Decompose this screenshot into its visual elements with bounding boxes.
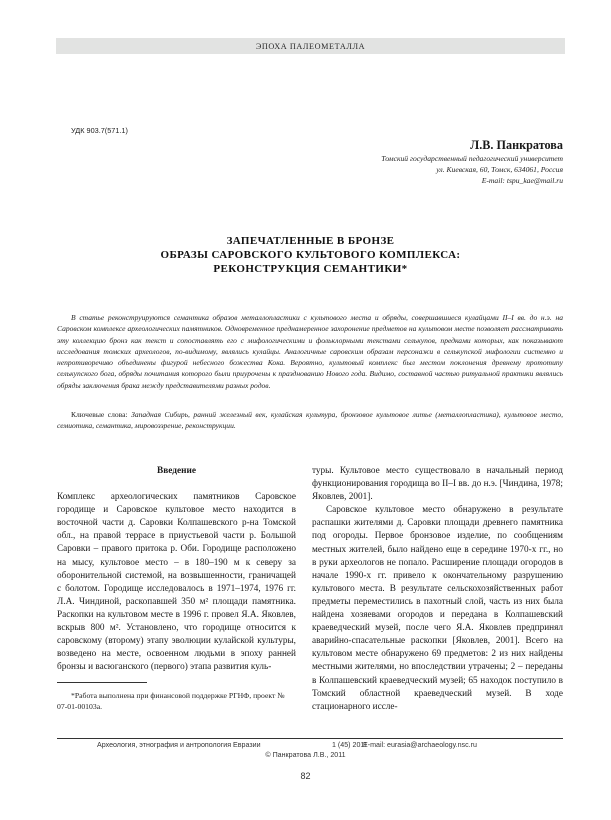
- body-column-left: [57, 465, 296, 674]
- udc-code: УДК 903.7(571.1): [71, 126, 128, 135]
- body-paragraph: Комплекс археологических памятников Саровское городище и Саровское культовое место находится в восточной части д. Саровки Колпашевского р-на Томской обл., на правой террасе в приустьевой части р. Большой Саровки – правого притока р. Оби. Городище расположено на мысу, культовое место – в 180–190 м к северу за оборонительной системой, на возвышенности, граничащей с болотом. Городище исследовалось в 1971–1974, 1976 гг. Л.А. Чиндиной, раскопавшей 350 м² площади памятника. Раскопки на культовом месте в 1996 г. провел Я.А. Яковлев, вскрыв 800 м². Установлено, что городище относится к саровскому (второму) этапу эволюции кулайской культуры, возведено на месте, освоенном людьми в эпоху ранней бронзы и васюганского (первого) этапа развития куль-: [57, 492, 296, 673]
- footer-journal-name: Археология, этнография и антропология Евразии: [97, 741, 261, 749]
- body-column-right: [312, 465, 563, 714]
- title-line-3: РЕКОНСТРУКЦИЯ СЕМАНТИКИ*: [213, 263, 408, 275]
- footer-issue: 1 (45) 2011: [332, 741, 368, 749]
- author-name: Л.В. Панкратова: [470, 138, 563, 152]
- section-header-band: [56, 38, 565, 54]
- footer-email: E-mail: eurasia@archaeology.nsc.ru: [363, 741, 477, 749]
- footnote-divider: [57, 682, 147, 683]
- author-email: E-mail: tspu_kae@mail.ru: [481, 176, 563, 185]
- author-affiliation: Томский государственный педагогический университет: [381, 154, 563, 163]
- article-title: [56, 234, 565, 276]
- abstract: В статье реконструируются семантика образов металлопластики с культового места и обряды, совершавшиеся кулайцами II–I вв. до н.э. на Саровском комплексе археологических памятников. Одновременное преднамеренное захоронение предметов на культовом месте позволяет рассматривать эту коллекцию бронз как текст и сопоставлять его с мифологическими и фольклорными текстами селькупов, предками которых, как показывают исследования томских археологов, по-видимому, являлись кулайцы. Аналогичные саровским образам персонажи в селькупской мифологии системно и непротиворечиво объединены фигурой небесного божества Кока. Вероятно, культовый комплекс был местом поклонения древнему прототипу селькупского бога, обряды почитания которого были приурочены к празднованию Нового года. Видимо, составной частью ритуальной практики являлись обряды заключения брака между представителями разных родов.: [57, 313, 563, 390]
- footnote: *Работа выполнена при финансовой поддержке РГНФ, проект № 07-01-00103а.: [57, 691, 285, 711]
- footer-copyright: © Панкратова Л.В., 2011: [265, 751, 346, 759]
- author-address: ул. Киевская, 60, Томск, 634061, Россия: [436, 165, 563, 174]
- author-block: [381, 138, 563, 186]
- section-heading-introduction: Введение: [157, 466, 196, 476]
- footer-divider: [57, 738, 563, 739]
- title-line-2: ОБРАЗЫ САРОВСКОГО КУЛЬТОВОГО КОМПЛЕКСА:: [160, 249, 461, 261]
- keywords: [57, 409, 563, 432]
- page-number: 82: [300, 771, 311, 781]
- body-paragraph: туры. Культовое место существовало в начальный период функционирования городища во II–I вв. до н.э. [Чиндина, 1978; Яковлев, 2001].: [312, 466, 563, 503]
- title-line-1: ЗАПЕЧАТЛЕННЫЕ В БРОНЗЕ: [226, 235, 395, 247]
- keywords-label: Ключевые слова:: [71, 410, 128, 419]
- section-title: ЭПОХА ПАЛЕОМЕТАЛЛА: [255, 41, 366, 51]
- keywords-text: Западная Сибирь, ранний железный век, кулайская культура, бронзовое культовое литье (металлопластика), культовое место, семиотика, семантика, мировоззрение, реконструкции.: [57, 410, 563, 431]
- body-paragraph: Саровское культовое место обнаружено в результате распашки жителями д. Саровки площади древнего памятника под огороды. Первое бронзовое изделие, по сообщениям местных жителей, было найдено еще в середине 1970-х гг., но в руки археологов не попало. Расширение площади огородов в начале 1990-х гг. привело к окончательному разрушению культового места. В результате сельскохозяйственных работ предметы переместились в пахотный слой, часть из них была найдена хозяевами огородов и передана в Колпашевский краеведческий музей, после чего Я.А. Яковлев предпринял аварийно-спасательные раскопки [Яковлев, 2001]. Всего на культовом месте обнаружено 69 предметов: 2 из них найдены местными жителями, но впоследствии утрачены; 2 – переданы в Колпашевский краеведческий музей; 65 находок поступило в Томский областной краеведческий музей. В ходе стационарного иссле-: [312, 505, 563, 712]
